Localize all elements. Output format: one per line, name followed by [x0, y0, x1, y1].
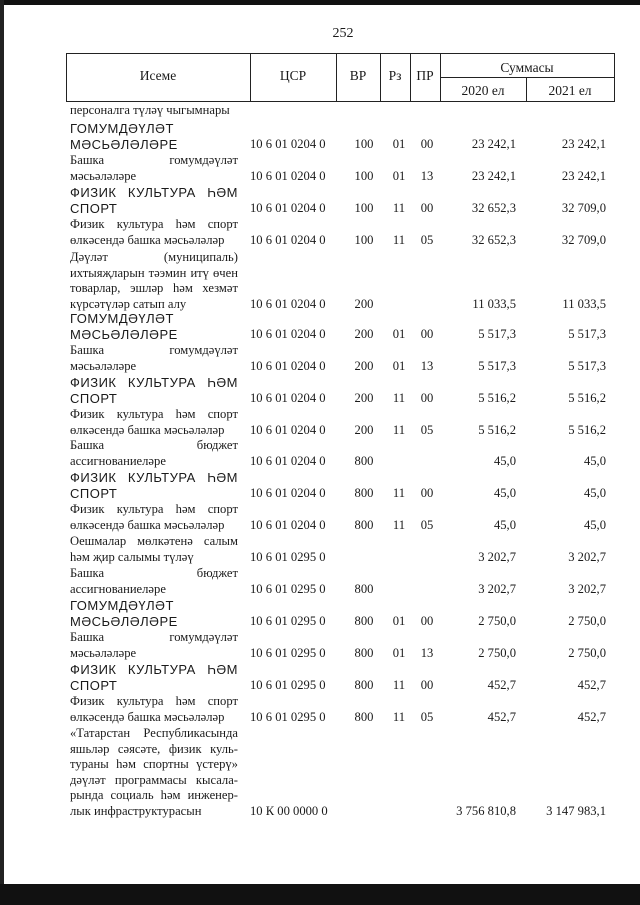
row-name: [70, 630, 238, 661]
row-pr: 00: [420, 200, 434, 215]
row-csr: 10 6 01 0295 0: [250, 613, 326, 628]
row-pr: 05: [420, 709, 434, 724]
column-header-pr: ПР: [416, 68, 434, 83]
row-csr: 10 6 01 0204 0: [250, 358, 326, 373]
row-name-line: ассигнованиеләре: [70, 453, 166, 468]
row-rz: 11: [392, 422, 406, 437]
column-header-2020: 2020 ел: [461, 83, 505, 98]
row-rz: 11: [392, 232, 406, 247]
row-name-line: Башка гомумдәүләт: [70, 153, 238, 167]
row-pr: 05: [420, 517, 434, 532]
row-name: [70, 217, 238, 248]
row-csr: 10 6 01 0204 0: [250, 326, 326, 341]
row-csr: 10 К 00 0000 0: [250, 803, 328, 818]
row-name: [70, 534, 238, 565]
row-name: [70, 185, 238, 216]
row-vr: 100: [354, 168, 374, 183]
row-name-line: Башка гомумдәүләт: [70, 630, 238, 644]
row-sum-2020: 3 202,7: [478, 549, 516, 564]
row-name: [70, 662, 238, 693]
row-sum-2021: 452,7: [577, 677, 606, 692]
row-name-line: ФИЗИК КУЛЬТУРА ҺӘМ: [70, 375, 238, 390]
row-name: [70, 153, 238, 184]
row-name: [70, 438, 238, 469]
row-name-line: өлкәсендә башка мәсьәләләр: [70, 709, 225, 724]
row-name: [70, 375, 238, 406]
row-sum-2021: 5 516,2: [568, 422, 606, 437]
row-sum-2021: 3 202,7: [568, 581, 606, 596]
row-name-line: МӘСЬӘЛӘЛӘРЕ: [70, 326, 178, 342]
row-name: [70, 343, 238, 374]
row-vr: 800: [354, 517, 374, 532]
page-number: 252: [332, 26, 354, 41]
row-name: [70, 726, 238, 819]
row-sum-2021: 23 242,1: [561, 168, 606, 183]
row-name-line: рында социаль һәм инженер-: [70, 788, 238, 802]
row-name: [70, 121, 238, 152]
scan-bottom-edge: [0, 884, 640, 905]
row-pr: 05: [420, 422, 434, 437]
row-name-line: мәсьәләләре: [70, 168, 137, 183]
row-name-line: ассигнованиеләре: [70, 581, 166, 596]
row-sum-2020: 45,0: [493, 517, 516, 532]
row-name: [70, 502, 238, 533]
row-name: [70, 566, 238, 597]
row-name: [70, 694, 238, 725]
row-name-line: ФИЗИК КУЛЬТУРА ҺӘМ: [70, 185, 238, 200]
row-sum-2020: 3 756 810,8: [456, 803, 516, 818]
row-rz: 01: [392, 613, 406, 628]
row-rz: 01: [392, 645, 406, 660]
row-pr: 00: [420, 677, 434, 692]
row-csr: 10 6 01 0295 0: [250, 549, 326, 564]
row-name: [70, 311, 238, 342]
row-name-line: ФИЗИК КУЛЬТУРА ҺӘМ: [70, 470, 238, 485]
row-pr: 00: [420, 390, 434, 405]
row-rz: 11: [392, 517, 406, 532]
row-vr: 800: [354, 677, 374, 692]
row-vr: 800: [354, 485, 374, 500]
row-sum-2020: 3 202,7: [478, 581, 516, 596]
row-sum-2020: 452,7: [487, 709, 516, 724]
column-header-csr: ЦСР: [279, 68, 307, 83]
row-vr: 800: [354, 709, 374, 724]
row-sum-2020: 5 516,2: [478, 422, 516, 437]
column-header-2021: 2021 ел: [548, 83, 592, 98]
row-sum-2021: 3 147 983,1: [546, 803, 606, 818]
row-name: [70, 598, 238, 629]
row-csr: 10 6 01 0204 0: [250, 168, 326, 183]
row-sum-2021: 5 516,2: [568, 390, 606, 405]
row-vr: 200: [354, 358, 374, 373]
row-name-line: Башка бюджет: [70, 438, 238, 452]
row-sum-2020: 11 033,5: [472, 296, 516, 311]
row-vr: 800: [354, 581, 374, 596]
row-rz: 11: [392, 709, 406, 724]
row-rz: 11: [392, 485, 406, 500]
row-sum-2020: 23 242,1: [471, 168, 516, 183]
row-sum-2020: 5 516,2: [478, 390, 516, 405]
continuation-text: персоналга түләү чыгымнары: [70, 103, 230, 117]
row-name-line: мәсьәләләре: [70, 645, 137, 660]
row-name-line: ГОМУМДӘҮЛӘТ: [70, 121, 174, 136]
row-sum-2020: 5 517,3: [478, 326, 516, 341]
row-vr: 100: [354, 136, 374, 151]
row-vr: 100: [354, 200, 374, 215]
table-header: [0, 0, 640, 103]
row-csr: 10 6 01 0204 0: [250, 296, 326, 311]
row-csr: 10 6 01 0295 0: [250, 581, 326, 596]
row-name-line: Физик культура һәм спорт: [70, 217, 238, 231]
row-sum-2021: 45,0: [583, 485, 606, 500]
row-name-line: яшьләр сәясәте, физик куль-: [70, 741, 238, 756]
row-sum-2020: 2 750,0: [478, 613, 516, 628]
row-sum-2021: 45,0: [583, 517, 606, 532]
row-csr: 10 6 01 0204 0: [250, 200, 326, 215]
row-name-line: Дәүләт (муниципаль): [70, 250, 238, 264]
row-name-line: тураны һәм спортны үстерү»: [70, 757, 238, 771]
row-pr: 00: [420, 613, 434, 628]
row-csr: 10 6 01 0204 0: [250, 422, 326, 437]
row-sum-2021: 3 202,7: [568, 549, 606, 564]
row-sum-2020: 5 517,3: [478, 358, 516, 373]
row-name: [70, 470, 238, 501]
row-csr: 10 6 01 0204 0: [250, 517, 326, 532]
column-header-name: Исеме: [139, 68, 177, 83]
row-name-line: Физик культура һәм спорт: [70, 407, 238, 421]
row-sum-2021: 23 242,1: [561, 136, 606, 151]
row-csr: 10 6 01 0204 0: [250, 232, 326, 247]
row-sum-2020: 2 750,0: [478, 645, 516, 660]
row-sum-2021: 2 750,0: [568, 613, 606, 628]
row-csr: 10 6 01 0295 0: [250, 677, 326, 692]
row-rz: 01: [392, 326, 406, 341]
row-name-line: мәсьәләләре: [70, 358, 137, 373]
row-vr: 800: [354, 613, 374, 628]
row-sum-2021: 11 033,5: [562, 296, 606, 311]
row-sum-2021: 2 750,0: [568, 645, 606, 660]
row-name-line: өлкәсендә башка мәсьәләләр: [70, 517, 225, 532]
row-name-line: СПОРТ: [70, 677, 118, 693]
row-name-line: СПОРТ: [70, 200, 118, 216]
row-rz: 01: [392, 168, 406, 183]
row-name: [70, 250, 238, 312]
row-name-line: күрсәтүләр сатып алу: [70, 296, 187, 311]
row-rz: 11: [392, 390, 406, 405]
row-name-line: Башка гомумдәүләт: [70, 343, 238, 357]
row-sum-2020: 45,0: [493, 453, 516, 468]
column-header-rz: Рз: [388, 68, 402, 83]
row-csr: 10 6 01 0204 0: [250, 485, 326, 500]
row-rz: 11: [392, 200, 406, 215]
row-pr: 13: [420, 168, 434, 183]
row-vr: 200: [354, 326, 374, 341]
row-name-line: ГОМУМДӘҮЛӘТ: [70, 598, 174, 613]
row-rz: 11: [392, 677, 406, 692]
column-header-sums: Суммасы: [500, 60, 554, 75]
row-sum-2020: 32 652,3: [471, 200, 516, 215]
row-pr: 00: [420, 136, 434, 151]
row-name-line: МӘСЬӘЛӘЛӘРЕ: [70, 613, 178, 629]
row-name-line: ГОМУМДӘҮЛӘТ: [70, 311, 174, 326]
row-name-line: МӘСЬӘЛӘЛӘРЕ: [70, 136, 178, 152]
row-pr: 00: [420, 326, 434, 341]
row-name-line: ихтыяҗларын тәэмин итү өчен: [70, 265, 238, 280]
row-csr: 10 6 01 0295 0: [250, 645, 326, 660]
row-name-line: СПОРТ: [70, 485, 118, 501]
row-sum-2021: 452,7: [577, 709, 606, 724]
row-rz: 01: [392, 358, 406, 373]
row-name-line: дәүләт программасы кысала-: [70, 772, 238, 787]
row-vr: 200: [354, 296, 374, 311]
row-sum-2020: 45,0: [493, 485, 516, 500]
row-name-line: Физик культура һәм спорт: [70, 694, 238, 708]
row-pr: 13: [420, 645, 434, 660]
row-vr: 200: [354, 390, 374, 405]
row-name: [70, 407, 238, 438]
row-rz: 01: [392, 136, 406, 151]
row-csr: 10 6 01 0295 0: [250, 709, 326, 724]
row-name-line: лык инфраструктурасын: [70, 803, 202, 818]
row-vr: 800: [354, 453, 374, 468]
row-name-line: һәм җир салымы түләү: [70, 549, 194, 564]
row-pr: 13: [420, 358, 434, 373]
row-name-line: Физик культура һәм спорт: [70, 502, 238, 516]
row-vr: 100: [354, 232, 374, 247]
row-vr: 800: [354, 645, 374, 660]
row-sum-2020: 23 242,1: [471, 136, 516, 151]
row-name-line: «Татарстан Республикасында: [70, 726, 238, 740]
row-sum-2021: 32 709,0: [561, 232, 606, 247]
column-header-vr: ВР: [349, 68, 367, 83]
row-name-line: СПОРТ: [70, 390, 118, 406]
row-sum-2020: 452,7: [487, 677, 516, 692]
row-name-line: өлкәсендә башка мәсьәләләр: [70, 232, 225, 247]
row-vr: 200: [354, 422, 374, 437]
scan-left-edge: [0, 0, 4, 905]
row-sum-2021: 32 709,0: [561, 200, 606, 215]
row-pr: 05: [420, 232, 434, 247]
row-csr: 10 6 01 0204 0: [250, 390, 326, 405]
row-name-line: ФИЗИК КУЛЬТУРА ҺӘМ: [70, 662, 238, 677]
row-csr: 10 6 01 0204 0: [250, 136, 326, 151]
row-name-line: өлкәсендә башка мәсьәләләр: [70, 422, 225, 437]
row-sum-2021: 5 517,3: [568, 326, 606, 341]
row-sum-2021: 5 517,3: [568, 358, 606, 373]
row-name-line: Оешмалар мөлкәтенә салым: [70, 534, 238, 548]
row-sum-2021: 45,0: [583, 453, 606, 468]
row-pr: 00: [420, 485, 434, 500]
row-sum-2020: 32 652,3: [471, 232, 516, 247]
row-csr: 10 6 01 0204 0: [250, 453, 326, 468]
row-name-line: товарлар, эшләр һәм хезмәт: [70, 281, 238, 295]
row-name-line: Башка бюджет: [70, 566, 238, 580]
